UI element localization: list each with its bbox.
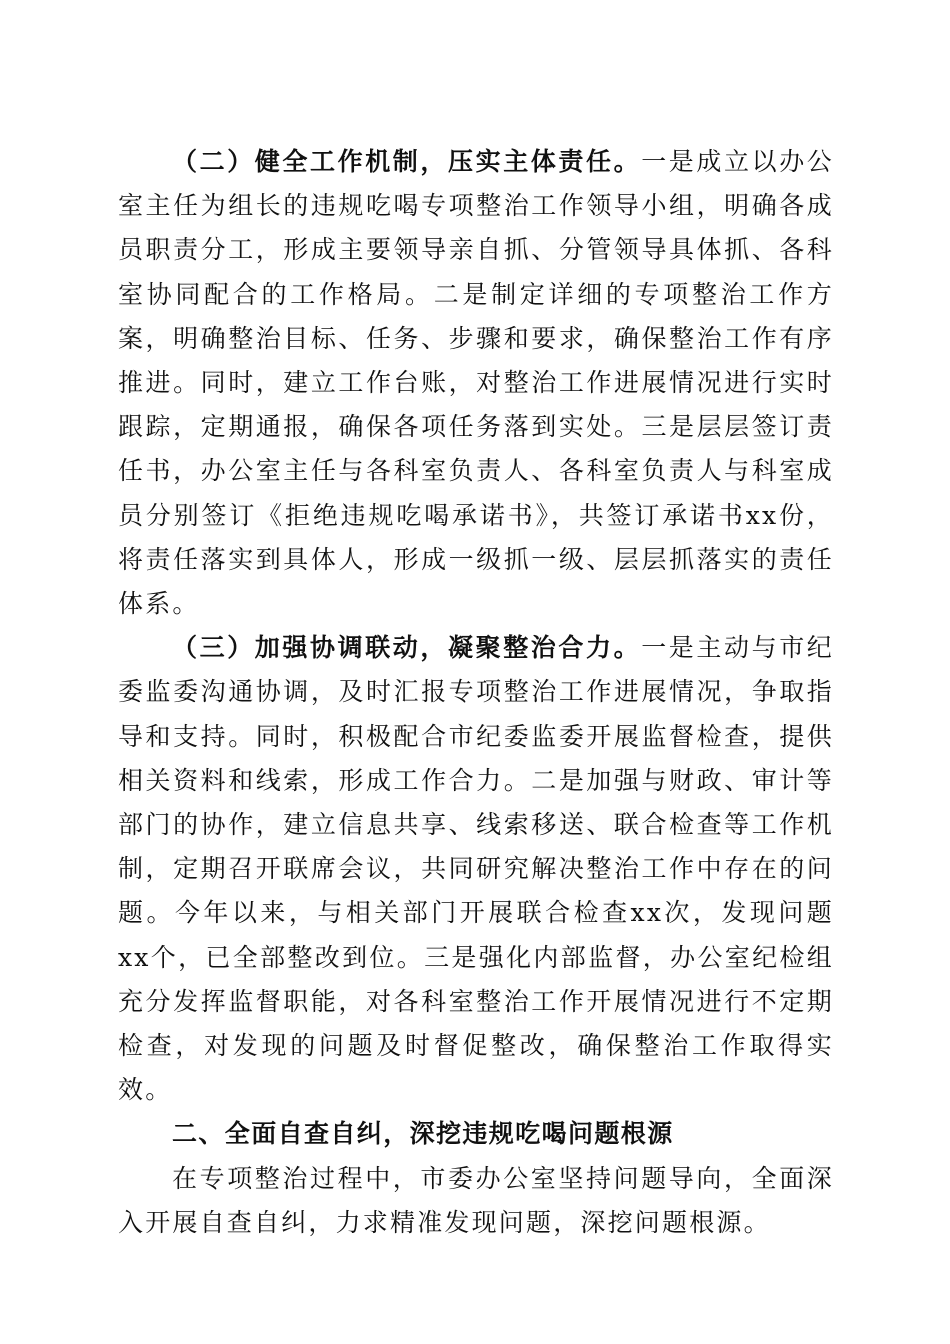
paragraph-lead: （三）加强协调联动，凝聚整治合力。 xyxy=(172,633,642,663)
section-heading: 二、全面自查自纠，深挖违规吃喝问题根源 xyxy=(172,1119,674,1149)
section-intro-paragraph: 在专项整治过程中，市委办公室坚持问题导向，全面深入开展自查自纠，力求精准发现问题，深挖问题根源。 xyxy=(118,1163,834,1237)
paragraph-coordination xyxy=(118,626,834,1112)
paragraph-text: 一是主动与市纪委监委沟通协调，及时汇报专项整治工作进展情况，争取指导和支持。同时，积极配合市纪委监委开展监督检查，提供相关资料和线索，形成工作合力。二是加强与财政、审计等部门的协作，建立信息共享、线索移送、联合检查等工作机制，定期召开联席会议，共同研究解决整治工作中存在的问题。今年以来，与相关部门开展联合检查xx次，发现问题xx个，已全部整改到位。三是强化内部监督，办公室纪检组充分发挥监督职能，对各科室整治工作开展情况进行不定期检查，对发现的问题及时督促整改，确保整治工作取得实效。 xyxy=(118,633,835,1105)
document-body xyxy=(118,140,834,1245)
paragraph-work-mechanism xyxy=(118,140,834,626)
paragraph-text: 一是成立以办公室主任为组长的违规吃喝专项整治工作领导小组，明确各成员职责分工，形成主要领导亲自抓、分管领导具体抓、各科室协同配合的工作格局。二是制定详细的专项整治工作方案，明确整治目标、任务、步骤和要求，确保整治工作有序推进。同时，建立工作台账，对整治工作进展情况进行实时跟踪，定期通报，确保各项任务落到实处。三是层层签订责任书，办公室主任与各科室负责人、各科室负责人与科室成员分别签订《拒绝违规吃喝承诺书》，共签订承诺书xx份，将责任落实到具体人，形成一级抓一级、层层抓落实的责任体系。 xyxy=(118,147,835,619)
paragraph-lead: （二）健全工作机制，压实主体责任。 xyxy=(172,147,642,176)
